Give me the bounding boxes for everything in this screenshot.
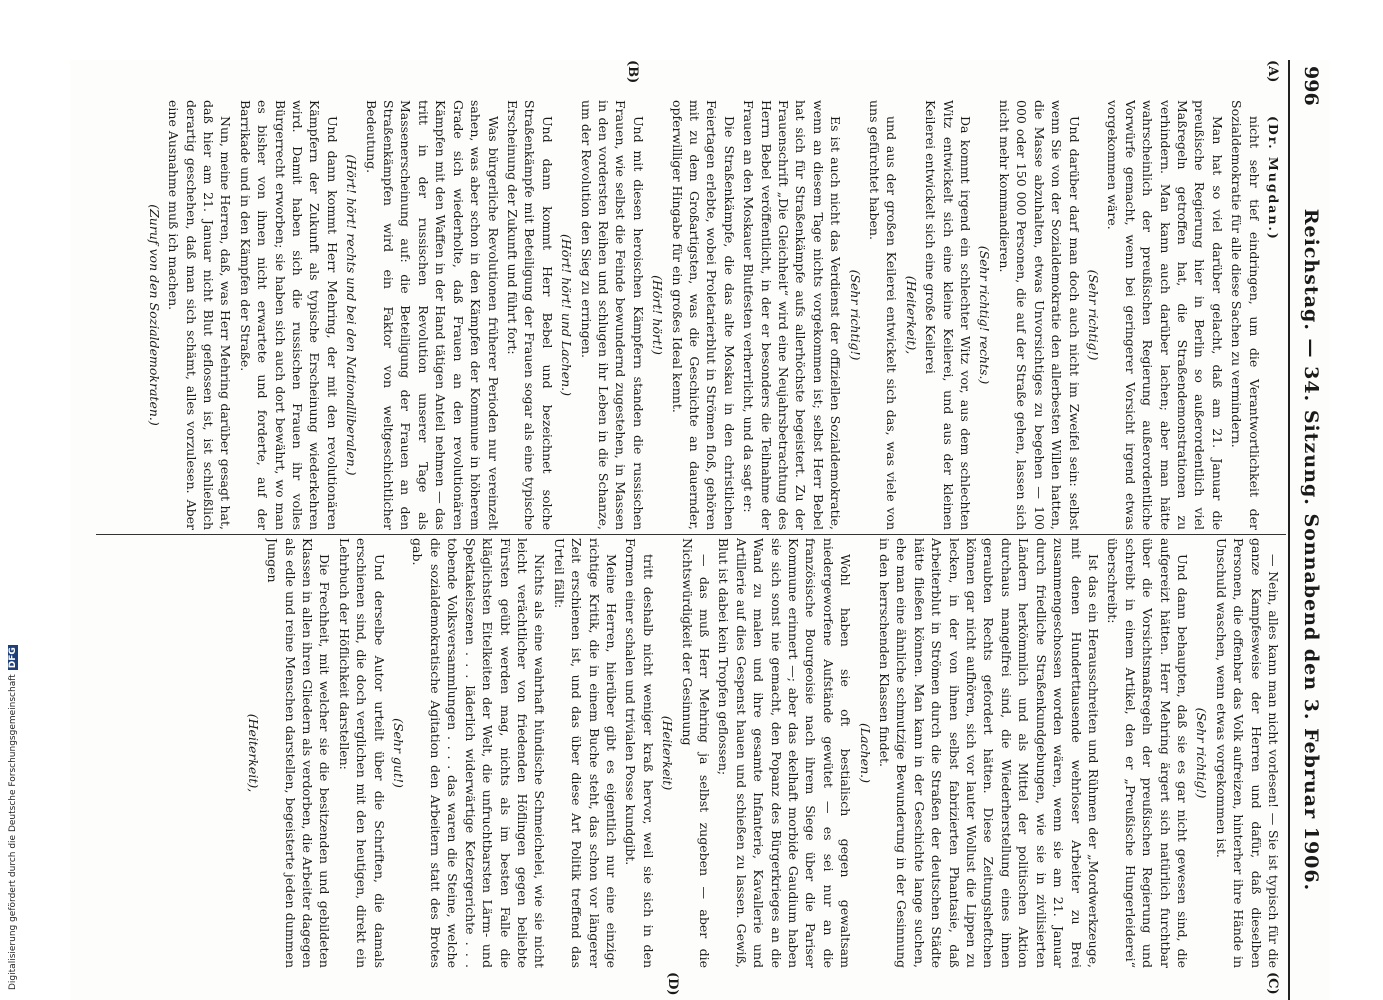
margin-mark-c: (C) (1265, 972, 1280, 995)
paragraph: Meine Herren, hierüber gibt es eigentlich nur eine einzige richtige Kritik, die in einem Buche steht, das schon vor längerer Zeit erschienen ist, und das über diese Art Politik treffend das Urteil fällt: (551, 538, 619, 968)
paragraph: Nun, meine Herren, daß, was Herr Mehring darüber gesagt hat, daß hier am 21. Januar nicht Blut geflossen ist, ist schließlich derartig geschehen, daß man sich schämt, alles vorzulesen. Aber eine Ausnahme muß ich machen. (166, 100, 234, 530)
paragraph: Die Straßenkämpfe, die das alte Moskau in den christlichen Feiertagen erlebte, wobei Proletarierblut in Strömen floß, gehören mit zu dem Großartigsten, was die Geschichte an dauernder, opferwilliger Hingabe für ein großes Ideal kennt. (669, 100, 737, 530)
margin-mark-d: (D) (665, 972, 680, 996)
paragraph: — das muß Herr Mehring ja selbst zugeben — aber die Nichtswürdigkeit der Gesinnung (679, 538, 712, 968)
column-divider (96, 534, 1286, 535)
interjection: (Hört! hört! rechts und bei den Nationalliberalen.) (344, 154, 360, 476)
interjection: (Sehr richtig!) (1194, 707, 1210, 799)
paragraph: — Nein, alles kann man nicht vorlesen! — Sie ist typisch für die ganze Kampfesweise der Herren und dafür, daß dieselben Personen, die offenbar das Volk aufreizen, hinterher ihre Hände in Unschuld waschen, wenn etwas vorgekommen ist. (1213, 538, 1281, 968)
interjection: (Heiterkeit), (245, 713, 261, 793)
paragraph: Es ist auch nicht das Verdienst der offiziellen Sozialdemokratie, wenn an diesem Tage nichts vorgekommen ist; selbst Herr Bebel hat sich für Straßenkämpfe aufs allerhöchste begeistert. Zu der Frauenschrift „Die Gleichheit“ wird eine Neujahrsbetrachtung des Herrn Bebel veröffentlicht, in der er besonders die Teilnahme der Frauen an den Moskauer Blutfesten verherrlicht, und da sagt er: (741, 100, 844, 530)
page-header (1288, 60, 1330, 1000)
digitization-credit (8, 645, 18, 990)
page-title: Reichstag. — 34. Sitzung. Sonnabend den 3. Februar 1906. (1300, 208, 1322, 892)
margin-mark-a: (A) (1265, 60, 1280, 83)
paragraph: Und dann kommt Herr Mehring, der mit den revolutionären Kämpfern der Zukunft als typische Erscheinung wiederkehren wird. Damit haben sich die russischen Frauen ihr volles Bürgerrecht erworben; sie haben sich auch dort bewährt, wo man es bisher von ihnen nicht erwartete und forderte, auf der Barrikade und in den Kämpfen der Straße. (237, 100, 340, 530)
interjection: (Hört! hört! und Lachen.) (559, 233, 575, 397)
paragraph: Wohl haben sie oft bestialisch gegen gewaltsam niedergeworfene Aufstände gewütet — es sei nur an die französische Bourgeoisie nach ihrem Siege über die Pariser Kommune erinnert —; aber das ekelhaft morbide Gaudium haben sie sich sonst nie gemacht, den Popanz des Bürgerkrieges an die Wand zu malen und ihre gesamte Infanterie, Kavallerie und Artillerie auf dies Gespenst hauen und schießen zu lassen. Gewiß, Blut ist dabei kein Tropfen geflossen; (716, 538, 854, 968)
paragraph: tritt deshalb nicht weniger kraß hervor, weil sie sich in den Formen einer schalen und trivialen Posse kundgibt. (623, 538, 656, 968)
margin-mark-b: (B) (625, 60, 640, 84)
document-page (70, 60, 1330, 1000)
paragraph: nicht sehr tief eindringen, um die Verantwortlichkeit der Sozialdemokratie für alle diese Sachen zu vermindern. (1229, 100, 1262, 530)
paragraph: Ist das ein Herausschreiten und Rühmen der „Mordwerkzeuge, mit denen Hunderttausende wehrloser Arbeiter zu Brei zusammengeschossen worden wären, wenn sie am 21. Januar durch friedliche Straßenkundgebungen, wie sie in zivilisierten Ländern herkömmlich und als Mittel der politischen Aktion durchaus mangelfrei sind, die Wiederherstellung eines ihnen geraubten Rechts gefordert hätten. Diese Zeitungsheftchen können gar nicht aufhören, sich vor lauter Wollust die Lippen zu lecken, in der von ihnen selbst fabrizierten Phantasie, daß Arbeiterblut in Strömen durch die Straßen der deutschen Städte hätte fließen können. Man kann in der Geschichte lange suchen, ehe man eine ähnliche schmutzige Bewunderung in der Gesinnung in den herrschenden Klassen findet. (877, 538, 1101, 968)
paragraph: und aus der großen Keilerei entwickelt sich das, was viele von uns gefürchtet haben. (867, 100, 900, 530)
interjection: (Heiterkeit), (903, 275, 919, 355)
paragraph: Und dann behaupten, daß sie es gar nicht gewesen sind, die aufgereizt hätten. Herr Mehring ärgert sich natürlich furchtbar über die Vorsichtsmaßregeln der preußischen Regierung und schreibt in einem Artikel, den er „Preußische Hungerleiderei“ überschreibt: (1105, 538, 1190, 968)
paragraph: Man hat so viel darüber gelacht, daß am 21. Januar die preußische Regierung hier in Berlin so außerordentlich viel Maßregeln getroffen hat, die Straßendemonstrationen zu verhindern. Man kann auch darüber lachen; aber man hätte wahrscheinlich der preußischen Regierung außerordentliche Vorwürfe gemacht, wenn bei geringerer Vorsicht irgend etwas vorgekommen wäre. (1105, 100, 1225, 530)
paragraph: Da kommt irgend ein schlechter Witz vor, aus dem schlechten Witz entwickelt sich eine kleine Keilerei, und aus der kleinen Keilerei entwickelt sich eine große Keilerei (923, 100, 974, 530)
interjection: (Heiterkeit) (660, 715, 676, 791)
interjection: (Sehr richtig!) (1085, 269, 1101, 361)
paragraph: Die Frechheit, mit welcher sie die besitzenden und gebildeten Klassen in allen ihren Gliedern als verdorben, die Arbeiter dagegen als edle und reine Menschen darstellen, begeisterte jeden dummen Jungen (265, 538, 333, 968)
interjection: (Lachen.) (857, 723, 873, 783)
interjection: (Sehr gut!) (391, 718, 407, 788)
interjection: (Sehr richtig!) (847, 269, 863, 361)
interjection: (Zuruf von den Sozialdemokraten.) (146, 204, 162, 426)
paragraph: Was bürgerliche Revolutionen früherer Perioden nur vereinzelt sahen, was aber schon in den Kämpfen der Kommune in höherem Grade sich wiederholte, daß Frauen an den revolutionären Kämpfen mit den Waffen in der Hand tätigen Anteil nehmen — das tritt in der russischen Revolution unserer Tage als Massenerscheinung auf: die Beteiligung der Frauen an den Straßenkämpfen wird ein Faktor von weltgeschichtlicher Bedeutung. (363, 100, 501, 530)
paragraph: Und derselbe Autor urteilt über die Schriften, die damals erschienen sind, die doch verglichen mit den heutigen, direkt ein Lehrbuch der Höflichkeit darstellen: (336, 538, 387, 968)
interjection: (Hört! hört!) (650, 275, 666, 355)
page-number: 996 (1300, 66, 1322, 106)
paragraph: Und mit diesen heroischen Kämpfern standen die russischen Frauen, wie selbst die Feinde bewundernd zugestehen, in Massen in den vordersten Reihen und schlugen ihr Leben in die Schanze, um der Revolution den Sieg zu erringen. (578, 100, 646, 530)
speaker-label: (Dr. Mugdan.) (1266, 116, 1281, 241)
credit-text: Digitalisierung gefördert durch die Deutsche Forschungsgemeinschaft (8, 674, 18, 990)
paragraph: Und darüber darf man doch auch nicht im Zweifel sein: selbst wenn Sie von der Sozialdemokratie den allerbesten Willen hatten, die Masse abzuhalten, etwas Unvorsichtiges zu begehen — 100 000 oder 150 000 Personen, die auf der Straße gehen, lassen sich nicht mehr kommandieren. (996, 100, 1082, 530)
paragraph: Und dann kommt Herr Bebel und bezeichnet solche Straßenkämpfe mit Beteiligung der Frauen sogar als eine typische Erscheinung der Zukunft und führt fort: (504, 100, 555, 530)
interjection: (Sehr richtig! rechts.) (977, 245, 993, 385)
right-column (102, 538, 1282, 968)
dfg-logo: DFG (8, 647, 18, 669)
paragraph: Nichts als eine wahrhaft hündische Schmeichelei, wie sie nicht leicht verächtlicher von friedenden Höflingen gegen beliebte Fürsten geübt werden mag, nichts als im besten Falle die kläglichsten Eitelkeiten der Welt, die unfruchtbarsten Lärm- und Spektakelszenen . . . läderlich widerwärtige Ketzergerichte . . . tobende Volksversammlungen . . . . das waren die Steine, welche die sozialdemokratische Agitation den Arbeitern statt des Brotes gab. (410, 538, 548, 968)
left-column (102, 100, 1282, 530)
